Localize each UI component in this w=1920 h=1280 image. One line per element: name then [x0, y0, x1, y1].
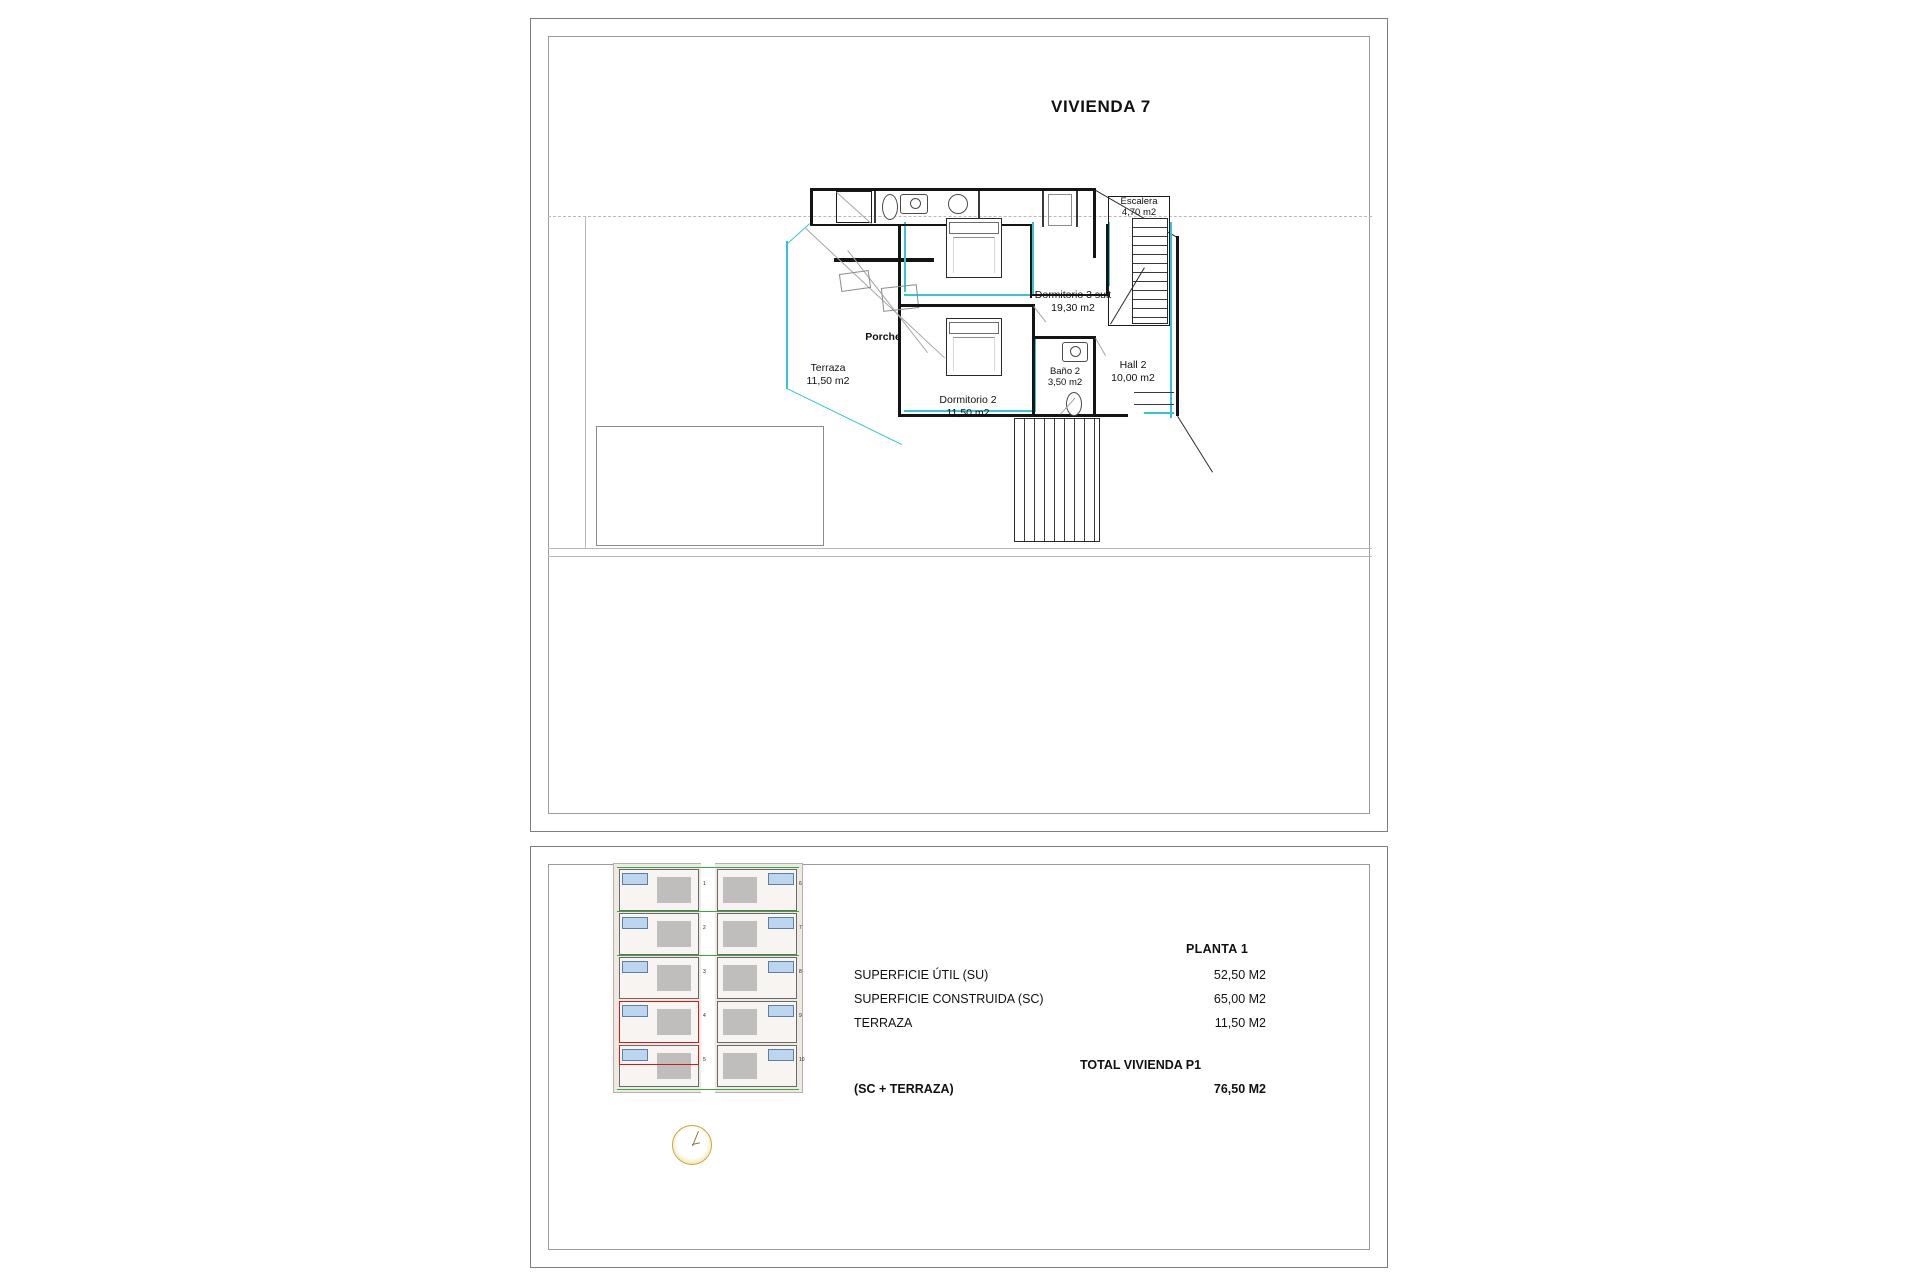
key-plan-unit-tag: 8 [799, 969, 802, 975]
key-plan-terrace [622, 873, 648, 885]
schedule-value: 52,50 M2 [1213, 968, 1266, 982]
plot-line-bottom2 [548, 556, 1372, 557]
key-plan-core [723, 921, 757, 947]
key-plan [613, 863, 803, 1093]
key-plan-unit-tag: 2 [703, 925, 706, 931]
schedule-key: SUPERFICIE ÚTIL (SU) [854, 968, 989, 982]
schedule-row [854, 992, 1304, 1010]
hall2-line-1 [1134, 392, 1174, 393]
stairs-flight [1132, 218, 1168, 324]
key-plan-boundary [617, 1089, 799, 1090]
schedule-key: SUPERFICIE CONSTRUIDA (SC) [854, 992, 1044, 1006]
plan-frame [530, 18, 1388, 832]
terrace-table [881, 284, 919, 312]
sink-basin-icon [910, 198, 921, 209]
key-plan-unit-tag: 9 [799, 1013, 802, 1019]
wall-dorm2-top [900, 304, 1034, 307]
north-arrow-icon [672, 1125, 714, 1167]
room-label-dormitorio2: Dormitorio 2 11,50 m2 [939, 394, 997, 419]
bath-fixture-icon [948, 194, 968, 214]
bano2-basin-icon [1070, 346, 1081, 357]
adjacent-plot-rect [596, 426, 824, 546]
bed-dormitorio3 [946, 218, 1002, 278]
wall-diag-bottom-right [1177, 416, 1213, 473]
key-plan-boundary [617, 911, 799, 912]
door-swing-3 [1095, 338, 1106, 356]
room-label-escalera: Escalera 4,70 m2 [1120, 196, 1158, 218]
info-frame [530, 846, 1388, 1268]
schedule-row [854, 1016, 1304, 1034]
page-title: VIVIENDA 7 [1051, 97, 1151, 116]
terrace-chair [839, 270, 871, 292]
key-plan-core [723, 1009, 757, 1035]
bed-dormitorio2 [946, 318, 1002, 376]
aqua-line-6 [1170, 222, 1172, 418]
plot-line-left [585, 216, 586, 548]
room-label-bano2: Baño 2 3,50 m2 [1047, 366, 1083, 388]
key-plan-unit-tag: 6 [799, 881, 802, 887]
key-plan-terrace [768, 961, 794, 973]
key-plan-core [657, 921, 691, 947]
schedule-row [854, 968, 1304, 986]
aqua-line-8 [1144, 412, 1174, 414]
exterior-steps [1014, 418, 1100, 542]
hall2-line-2 [1134, 404, 1174, 405]
door-opening-1 [1036, 414, 1058, 417]
closet-dormitorio3 [1048, 194, 1072, 226]
key-plan-unit-tag: 10 [799, 1057, 805, 1063]
aqua-line-1 [904, 222, 906, 292]
drawing-sheet [530, 18, 1390, 1268]
key-plan-unit-tag: 5 [703, 1057, 706, 1063]
aqua-line-3 [1032, 222, 1034, 296]
schedule-total-value: 76,50 M2 [1213, 1082, 1266, 1096]
key-plan-core [657, 877, 691, 903]
schedule-value: 65,00 M2 [1213, 992, 1266, 1006]
key-plan-core [723, 877, 757, 903]
key-plan-unit-tag: 1 [703, 881, 706, 887]
wall-right [1176, 236, 1179, 416]
room-label-dormitorio3: Dormitorio 3 suit 19,30 m2 [1034, 289, 1112, 314]
schedule-key: TERRAZA [854, 1016, 913, 1030]
plot-line-bottom [548, 548, 1372, 549]
room-label-terraza: Terraza 11,50 m2 [806, 362, 850, 387]
floor-plan [548, 36, 1372, 816]
key-plan-terrace [768, 917, 794, 929]
wall-bano2-top [1034, 336, 1096, 339]
plot-line-top [548, 216, 1372, 217]
schedule-value: 11,50 M2 [1214, 1016, 1266, 1030]
wall-closet-right [1076, 191, 1078, 227]
key-plan-unit-tag: 4 [703, 1013, 706, 1019]
wall-bath-div-1 [874, 191, 876, 223]
wc-icon [882, 194, 898, 220]
room-label-porche: Porche [865, 331, 901, 343]
wall-top-right-return [1093, 188, 1096, 258]
key-plan-terrace [622, 917, 648, 929]
key-plan-core [723, 1053, 757, 1079]
key-plan-highlight-unit [619, 1001, 699, 1043]
schedule-title: PLANTA 1 [1186, 942, 1249, 956]
key-plan-terrace [622, 961, 648, 973]
terrace-edge-top [786, 223, 810, 245]
room-label-hall2: Hall 2 10,00 m2 [1111, 359, 1155, 384]
key-plan-highlight-unit-2 [619, 1045, 699, 1065]
key-plan-terrace [768, 1049, 794, 1061]
key-plan-terrace [768, 873, 794, 885]
wall-porch-beam [834, 258, 934, 262]
schedule-sc-terraza-label: (SC + TERRAZA) [854, 1082, 954, 1096]
key-plan-core [657, 965, 691, 991]
wall-closet-left [1042, 191, 1044, 227]
key-plan-core [723, 965, 757, 991]
key-plan-unit-tag: 7 [799, 925, 802, 931]
key-plan-boundary [617, 955, 799, 956]
key-plan-unit-tag: 3 [703, 969, 706, 975]
key-plan-terrace [768, 1005, 794, 1017]
schedule-total-label: TOTAL VIVIENDA P1 [1080, 1058, 1202, 1072]
wall-top-left-return [810, 188, 813, 224]
wall-dorm3-left [1030, 224, 1032, 298]
key-plan-boundary [617, 867, 799, 868]
